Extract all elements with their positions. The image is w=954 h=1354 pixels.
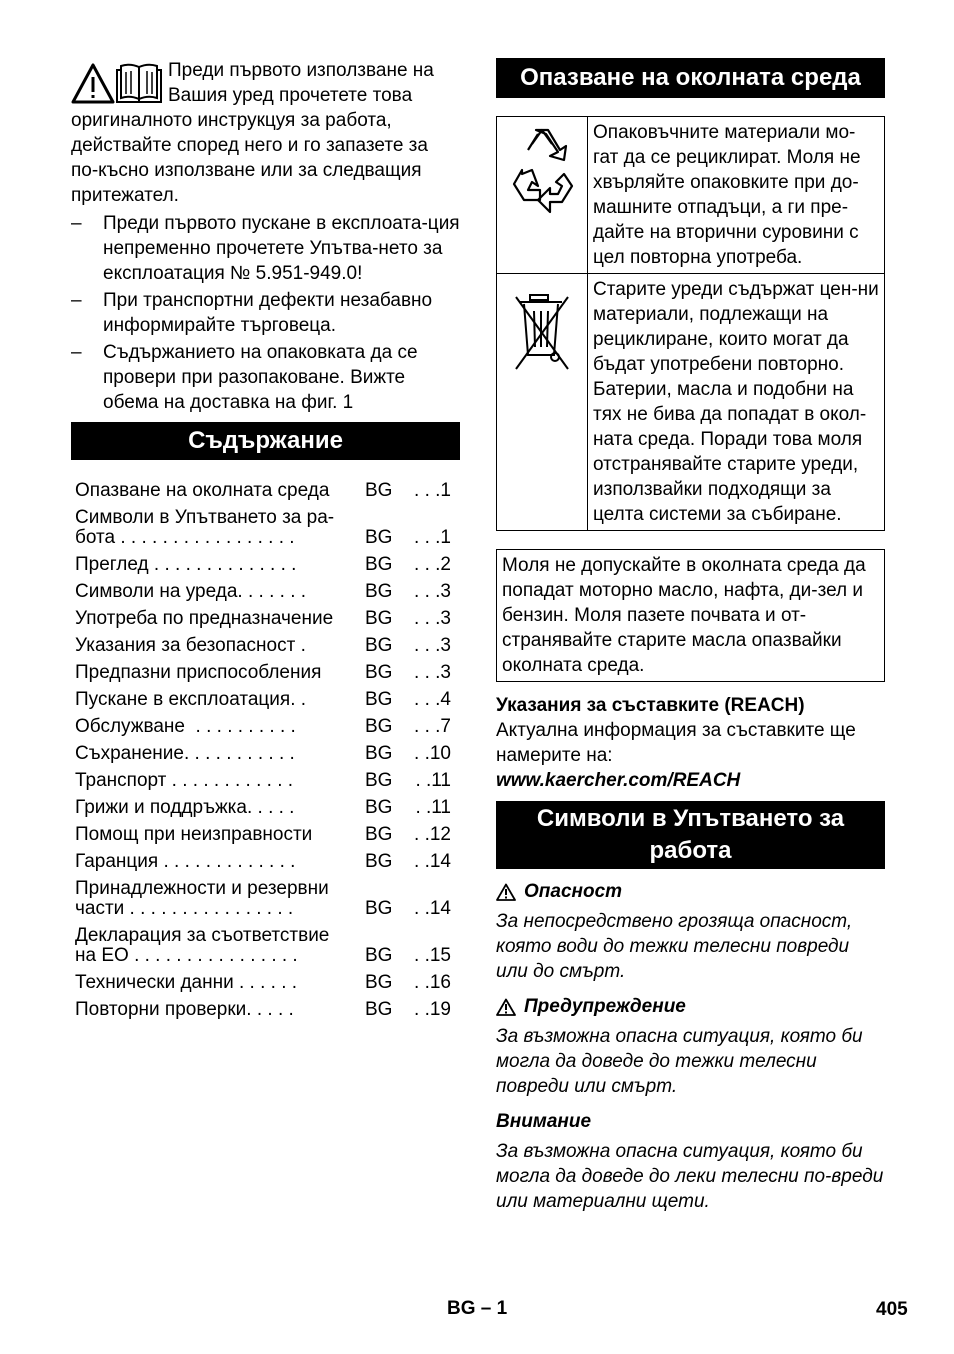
toc-row[interactable] xyxy=(71,582,460,602)
caution-label: Внимание xyxy=(496,1111,592,1132)
toc-row[interactable] xyxy=(71,555,460,575)
toc-lang: BG xyxy=(365,851,393,872)
weee-cell xyxy=(497,274,588,531)
toc-lang: BG xyxy=(365,480,393,501)
toc-row[interactable] xyxy=(71,1000,460,1020)
reach-text: Актуална информация за съставките ще намерите на: xyxy=(496,720,856,766)
toc-lang: BG xyxy=(365,898,393,919)
warning-text: За възможна опасна ситуация, която би могла да доведе до тежки телесни повреди или смърт. xyxy=(496,1026,863,1097)
toc-title: Преглед . . . . . . . . . . . . . . xyxy=(75,554,297,575)
toc-title: Помощ при неизправности xyxy=(75,824,313,845)
caution-heading xyxy=(496,1109,885,1134)
footer-language-page: BG – 1 xyxy=(447,1298,508,1319)
toc-lang: BG xyxy=(365,581,393,602)
toc-lang: BG xyxy=(365,635,393,656)
toc-row[interactable] xyxy=(71,609,460,629)
list-item: – При транспортни дефекти незабавно информирайте търговеца. xyxy=(71,290,433,336)
danger-text: За непосредствено грозяща опасност, която води до тежки телесни повреди или до смърт. xyxy=(496,911,853,982)
footer-page-number: 405 xyxy=(876,1299,908,1320)
toc-title: Гаранция . . . . . . . . . . . . . xyxy=(75,851,296,872)
toc-title: Обслужване . . . . . . . . . . xyxy=(75,716,296,737)
toc-page: . . .3 xyxy=(414,662,451,683)
reach-heading: Указания за съставките (REACH) xyxy=(496,695,805,716)
toc-title: Символи в Упътването за ра- бота . . . . . . . . . . . . . . . . . xyxy=(75,507,335,548)
toc-title: Принадлежности и резервни части . . . . . . . . . . . . . . . . xyxy=(75,878,329,919)
reach-link[interactable]: www.kaercher.com/REACH xyxy=(496,770,741,791)
toc-row[interactable] xyxy=(71,663,460,683)
toc-title: Съхранение. . . . . . . . . . . xyxy=(75,743,295,764)
toc-lang: BG xyxy=(365,797,393,818)
toc-page: . .14 xyxy=(414,851,451,872)
crossed-bin-icon xyxy=(512,289,572,375)
toc-row[interactable] xyxy=(71,690,460,710)
warning-read-manual-icon xyxy=(71,62,163,106)
toc-title: Опазване на околната среда xyxy=(75,480,330,501)
toc-page: . . .3 xyxy=(414,635,451,656)
intro-text: оригиналното инструкцуя за работа, действайте според него и го запазете за по-късно използване или за следващия притежател. xyxy=(71,110,428,206)
toc-title: Употреба по предназначение xyxy=(75,608,334,629)
toc-row[interactable] xyxy=(71,926,460,966)
toc-page: . . .1 xyxy=(414,527,451,548)
recycle-icon xyxy=(502,122,582,222)
toc-page: . .14 xyxy=(414,898,451,919)
toc-title: Указания за безопасност . xyxy=(75,635,306,656)
toc-row[interactable] xyxy=(71,636,460,656)
toc-title: Повторни проверки. . . . . xyxy=(75,999,294,1020)
toc-title: Технически данни . . . . . . xyxy=(75,972,298,993)
toc-lang: BG xyxy=(365,554,393,575)
toc-row[interactable] xyxy=(71,825,460,845)
toc-page: . .11 xyxy=(415,770,451,791)
toc-row[interactable] xyxy=(71,744,460,764)
old-devices-text: Старите уреди съдържат цен-ни материали, подлежащи на рециклиране, които могат да бъдат употребени повторно. Батерии, масла и подобни на тях не бива да попадат в окол-ната среда. Поради това моля отстранявайте старите уреди, използвайки подходящи за целта системи за събиране. xyxy=(588,274,885,531)
toc-title: Грижи и поддръжка. . . . . xyxy=(75,797,295,818)
toc-title: Символи на уреда. . . . . . . xyxy=(75,581,307,602)
symbols-heading: Символи в Упътването за работа xyxy=(496,801,885,869)
toc-title: Пускане в експлоатация. . xyxy=(75,689,307,710)
list-item: – Преди първото пускане в експлоата-ция непременно прочетете Упътва-нето за експлоатация № 5.951-949.0! xyxy=(71,213,460,284)
toc-row[interactable] xyxy=(71,852,460,872)
toc-lang: BG xyxy=(365,972,393,993)
toc-page: . . .4 xyxy=(414,689,451,710)
toc-row[interactable] xyxy=(71,508,460,548)
toc-page: . .19 xyxy=(414,999,451,1020)
toc-page: . . .2 xyxy=(414,554,451,575)
recycle-cell xyxy=(497,117,588,274)
toc-row[interactable] xyxy=(71,481,460,501)
toc-lang: BG xyxy=(365,743,393,764)
caution-text: За възможна опасна ситуация, която би могла да доведе до леки телесни по-вреди или материални щети. xyxy=(496,1141,884,1212)
toc-page: . . .7 xyxy=(414,716,451,737)
intro-block xyxy=(71,58,460,108)
danger-heading xyxy=(496,879,885,904)
toc-page: . . .1 xyxy=(414,480,451,501)
intro-list xyxy=(71,211,460,415)
toc-page: . .16 xyxy=(414,972,451,993)
right-column xyxy=(496,58,885,1214)
toc-row[interactable] xyxy=(71,717,460,737)
danger-label: Опасност xyxy=(524,881,623,902)
warning-heading xyxy=(496,994,885,1019)
toc-lang: BG xyxy=(365,527,393,548)
toc-lang: BG xyxy=(365,689,393,710)
toc-page: . . .3 xyxy=(414,581,451,602)
oil-notice-box: Моля не допускайте в околната среда да попадат моторно масло, нафта, ди-зел и бензин. Моля пазете почвата и от-странявайте старите масла опазвайки околната среда. xyxy=(496,549,885,682)
toc-row[interactable] xyxy=(71,879,460,919)
toc-lang: BG xyxy=(365,662,393,683)
toc-lang: BG xyxy=(365,999,393,1020)
toc-heading: Съдържание xyxy=(71,422,460,460)
intro-first-lines: Преди първото използване на Вашия уред прочетете това xyxy=(168,60,434,106)
toc-title: Предпазни приспособления xyxy=(75,662,322,683)
toc-page: . . .3 xyxy=(414,608,451,629)
toc-row[interactable] xyxy=(71,973,460,993)
toc-lang: BG xyxy=(365,770,393,791)
toc-lang: BG xyxy=(365,824,393,845)
toc-row[interactable] xyxy=(71,771,460,791)
toc-lang: BG xyxy=(365,716,393,737)
packaging-text: Опаковъчните материали мо-гат да се рециклират. Моля не хвърляйте опаковките при до-машните отпадъци, а ги пре-дайте на вторични суровини с цел повторна употреба. xyxy=(588,117,885,274)
toc-page: . .10 xyxy=(414,743,451,764)
toc-title: Транспорт . . . . . . . . . . . . xyxy=(75,770,294,791)
toc-page: . .12 xyxy=(414,824,451,845)
table-of-contents xyxy=(71,481,460,1020)
toc-row[interactable] xyxy=(71,798,460,818)
left-column xyxy=(71,58,460,1027)
toc-lang: BG xyxy=(365,945,393,966)
toc-page: . .15 xyxy=(414,945,451,966)
warning-triangle-icon xyxy=(496,998,516,1016)
toc-title: Декларация за съответствие на ЕО . . . . . . . . . . . . . . . . xyxy=(75,925,330,966)
warning-triangle-icon xyxy=(496,883,516,901)
warning-label: Предупреждение xyxy=(524,996,686,1017)
environment-heading: Опазване на околната среда xyxy=(496,58,885,98)
toc-lang: BG xyxy=(365,608,393,629)
list-item: – Съдържанието на опаковката да се провери при разопаковане. Вижте обема на доставка на фиг. 1 xyxy=(71,342,418,413)
toc-page: . .11 xyxy=(415,797,451,818)
environment-table xyxy=(496,116,885,531)
